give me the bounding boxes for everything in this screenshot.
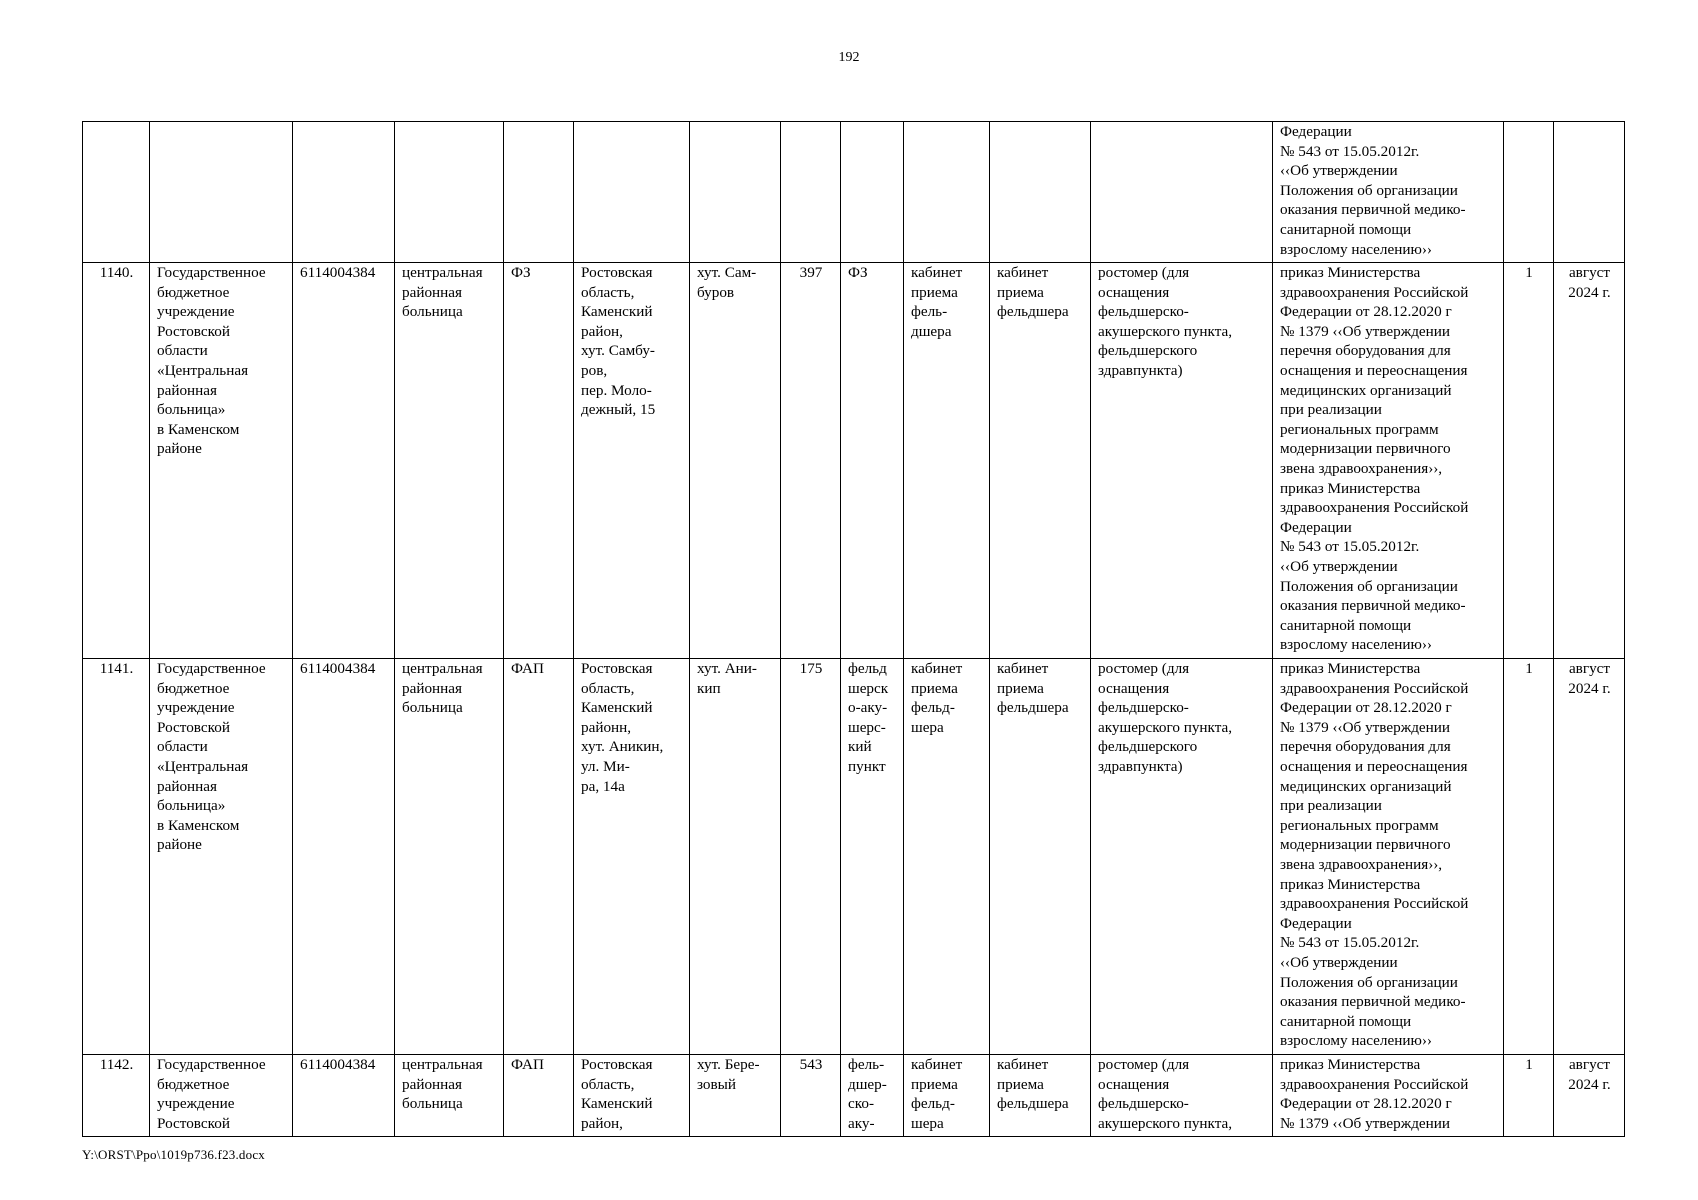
cell-unit-kind: ФЗ	[841, 263, 904, 659]
cell-settlement	[690, 122, 781, 263]
cell-room	[904, 122, 990, 263]
file-path-footer: Y:\ORST\Ppo\1019p736.f23.docx	[82, 1147, 266, 1162]
cell-date: август 2024 г.	[1554, 1055, 1625, 1137]
cell-organization: Государственное бюджетное учреждение Ростовской	[150, 1055, 293, 1137]
table-row	[83, 659, 1625, 1055]
cell-number	[83, 122, 150, 263]
cell-room-type: кабинет приема фельдшера	[990, 263, 1091, 659]
cell-institution-type	[395, 122, 504, 263]
cell-unit-kind: фель- дшер- ско- аку-	[841, 1055, 904, 1137]
cell-address	[574, 122, 690, 263]
cell-inn	[293, 122, 395, 263]
cell-equipment: ростомер (для оснащения фельдшерско- акушерского пункта,	[1091, 1055, 1273, 1137]
cell-equipment	[1091, 122, 1273, 263]
equipment-table	[82, 121, 1625, 1137]
cell-organization: Государственное бюджетное учреждение Ростовской области «Центральная районная больница» в Каменском районе	[150, 263, 293, 659]
cell-legal-basis: приказ Министерства здравоохранения Российской Федерации от 28.12.2020 г № 1379 ‹‹Об утверждении перечня оборудования для оснащения и переоснащения медицинских организаций при реализации региональных программ модернизации первичного звена здравоохранения››, приказ Министерства здравоохранения Российской Федерации № 543 от 15.05.2012г. ‹‹Об утверждении Положения об организации оказания первичной медико- санитарной помощи взрослому населению››	[1273, 659, 1504, 1055]
cell-unit	[504, 122, 574, 263]
cell-population: 397	[781, 263, 841, 659]
cell-number: 1140.	[83, 263, 150, 659]
cell-room-type	[990, 122, 1091, 263]
cell-number: 1141.	[83, 659, 150, 1055]
cell-inn: 6114004384	[293, 659, 395, 1055]
cell-room: кабинет приема фельд- шера	[904, 659, 990, 1055]
cell-quantity	[1504, 122, 1554, 263]
cell-room-type: кабинет приема фельдшера	[990, 659, 1091, 1055]
cell-room: кабинет приема фель- дшера	[904, 263, 990, 659]
cell-date: август 2024 г.	[1554, 263, 1625, 659]
cell-unit: ФЗ	[504, 263, 574, 659]
cell-settlement: хут. Ани- кип	[690, 659, 781, 1055]
cell-quantity: 1	[1504, 263, 1554, 659]
cell-room-type: кабинет приема фельдшера	[990, 1055, 1091, 1137]
table-row	[83, 1055, 1625, 1137]
cell-population: 175	[781, 659, 841, 1055]
cell-date	[1554, 122, 1625, 263]
cell-room: кабинет приема фельд- шера	[904, 1055, 990, 1137]
cell-legal-basis: приказ Министерства здравоохранения Российской Федерации от 28.12.2020 г № 1379 ‹‹Об утверждении перечня оборудования для оснащения и переоснащения медицинских организаций при реализации региональных программ модернизации первичного звена здравоохранения››, приказ Министерства здравоохранения Российской Федерации № 543 от 15.05.2012г. ‹‹Об утверждении Положения об организации оказания первичной медико- санитарной помощи взрослому населению››	[1273, 263, 1504, 659]
cell-date: август 2024 г.	[1554, 659, 1625, 1055]
cell-organization	[150, 122, 293, 263]
cell-equipment: ростомер (для оснащения фельдшерско- акушерского пункта, фельдшерского здравпункта)	[1091, 659, 1273, 1055]
cell-organization: Государственное бюджетное учреждение Ростовской области «Центральная районная больница» в Каменском районе	[150, 659, 293, 1055]
cell-unit: ФАП	[504, 659, 574, 1055]
cell-population	[781, 122, 841, 263]
cell-address: Ростовская область, Каменский район,	[574, 1055, 690, 1137]
cell-inn: 6114004384	[293, 1055, 395, 1137]
cell-unit-kind	[841, 122, 904, 263]
cell-institution-type: центральная районная больница	[395, 659, 504, 1055]
cell-quantity: 1	[1504, 1055, 1554, 1137]
cell-population: 543	[781, 1055, 841, 1137]
page-number: 192	[838, 50, 860, 65]
cell-legal-basis: Федерации № 543 от 15.05.2012г. ‹‹Об утверждении Положения об организации оказания первичной медико- санитарной помощи взрослому населению››	[1273, 122, 1504, 263]
cell-number: 1142.	[83, 1055, 150, 1137]
cell-institution-type: центральная районная больница	[395, 1055, 504, 1137]
cell-legal-basis: приказ Министерства здравоохранения Российской Федерации от 28.12.2020 г № 1379 ‹‹Об утверждении	[1273, 1055, 1504, 1137]
cell-address: Ростовская область, Каменский районн, хут. Аникин, ул. Ми- ра, 14а	[574, 659, 690, 1055]
cell-settlement: хут. Сам- буров	[690, 263, 781, 659]
cell-settlement: хут. Бере- зовый	[690, 1055, 781, 1137]
cell-institution-type: центральная районная больница	[395, 263, 504, 659]
cell-address: Ростовская область, Каменский район, хут. Самбу- ров, пер. Моло- дежный, 15	[574, 263, 690, 659]
table-row	[83, 263, 1625, 659]
cell-equipment: ростомер (для оснащения фельдшерско- акушерского пункта, фельдшерского здравпункта)	[1091, 263, 1273, 659]
cell-unit: ФАП	[504, 1055, 574, 1137]
cell-quantity: 1	[1504, 659, 1554, 1055]
cell-unit-kind: фельд шерск о-аку- шерс- кий пункт	[841, 659, 904, 1055]
cell-inn: 6114004384	[293, 263, 395, 659]
table-row	[83, 122, 1625, 263]
